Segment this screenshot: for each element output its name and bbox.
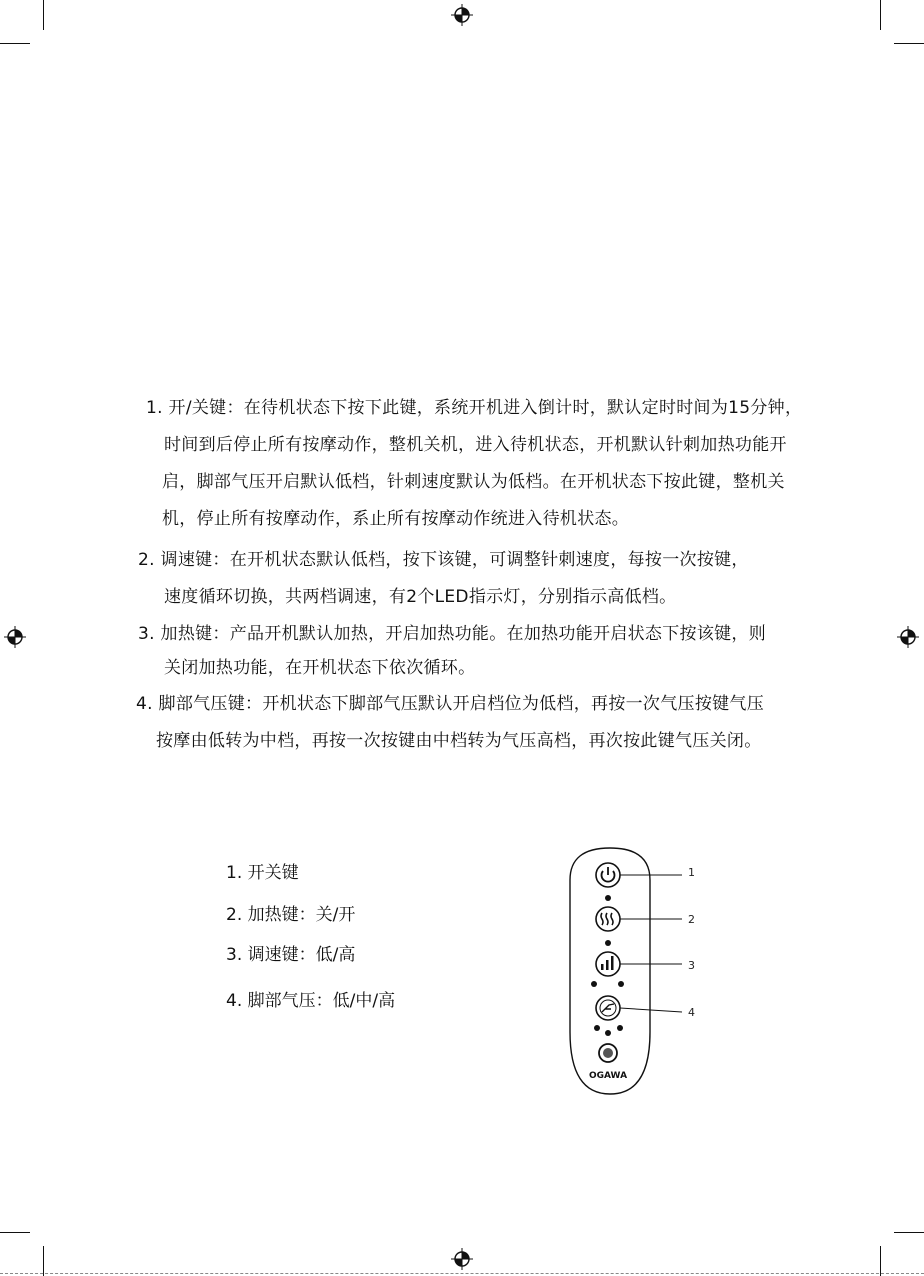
ogawa-logo-icon	[599, 1044, 617, 1062]
crop-mark	[894, 1232, 924, 1233]
registration-mark-icon	[451, 4, 473, 26]
legend-item: 3. 调速键：低/高	[226, 945, 356, 965]
crop-mark	[894, 43, 924, 44]
callout-lines	[620, 860, 690, 1030]
registration-mark-icon	[451, 1248, 473, 1270]
indicator-led	[591, 981, 597, 987]
callout-number: 1	[688, 866, 695, 879]
heat-wave-icon	[596, 907, 620, 931]
crop-mark	[880, 1246, 881, 1276]
instruction-heat-key	[0, 616, 924, 692]
foot-air-pressure-icon	[596, 996, 620, 1020]
instruction-power-key	[0, 390, 924, 540]
legend-item: 4. 脚部气压：低/中/高	[226, 991, 396, 1011]
legend-item: 1. 开关键	[226, 863, 299, 883]
power-icon	[596, 863, 620, 887]
instruction-speed-key	[0, 542, 924, 618]
instruction-line: 机，停止所有按摩动作，系止所有按摩动作统进入待机状态。	[162, 509, 630, 529]
crop-mark	[43, 1246, 44, 1276]
crop-mark	[43, 0, 44, 30]
instruction-line: 速度循环切换，共两档调速，有2个LED指示灯，分别指示高低档。	[164, 587, 677, 607]
instruction-line: 2. 调速键：在开机状态默认低档，按下该键，可调整针刺速度，每按一次按键，	[138, 550, 749, 570]
crop-mark	[880, 0, 881, 30]
instruction-line: 4. 脚部气压键：开机状态下脚部气压默认开启档位为低档，再按一次气压按键气压	[136, 694, 765, 714]
callout-number: 2	[688, 913, 695, 926]
legend-item: 2. 加热键：关/开	[226, 905, 356, 925]
trim-line	[0, 1273, 924, 1274]
speed-bars-icon	[596, 952, 620, 976]
callout-number: 4	[688, 1006, 695, 1019]
instruction-line: 1. 开/关键：在待机状态下按下此键，系统开机进入倒计时，默认定时时间为15分钟，	[146, 398, 803, 418]
indicator-led	[594, 1025, 600, 1031]
brand-label: OGAWA	[588, 1071, 628, 1081]
indicator-led	[605, 895, 611, 901]
instruction-line: 启，脚部气压开启默认低档，针刺速度默认为低档。在开机状态下按此键，整机关	[162, 472, 785, 492]
instruction-line: 关闭加热功能，在开机状态下依次循环。	[164, 658, 476, 678]
instruction-line: 时间到后停止所有按摩动作，整机关机，进入待机状态，开机默认针刺加热功能开	[164, 435, 787, 455]
instruction-line: 按摩由低转为中档，再按一次按键由中档转为气压高档，再次按此键气压关闭。	[156, 731, 762, 751]
callout-number: 3	[688, 959, 695, 972]
instruction-line: 3. 加热键：产品开机默认加热，开启加热功能。在加热功能开启状态下按该键，则	[138, 624, 767, 644]
indicator-led	[605, 940, 611, 946]
crop-mark	[0, 1232, 30, 1233]
instruction-foot-air-key	[0, 686, 924, 762]
indicator-led	[605, 1030, 611, 1036]
crop-mark	[0, 43, 30, 44]
